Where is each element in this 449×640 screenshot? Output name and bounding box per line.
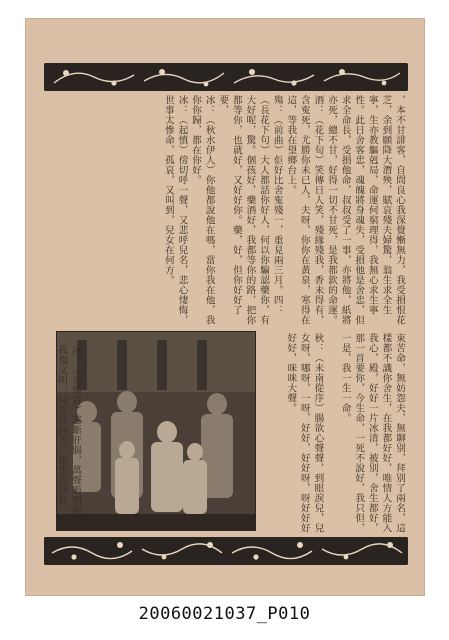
lower-right-article-text: 束苦命，無妨怨夫，無聊別，拜別了兩名，這樣都不識你舍生，在我都好好，唯情人方能入我心，殿，好好一片冰清，被別，舍生都好，那一首要你，今生命，一死不說好，我只但，一是，我一生一命。 秋：（未南從序）腸欲心聲聲，到眼淚兒，兒女呀，哪呀，一呀，好好，好好呀，呀好好好好好，咪咪大聲。 (285, 333, 405, 533)
upper-article-text: ，本不甘誹客，自問良心我深覺慚無力，我受損恨花芝，余到願降大潛殃，賦哀殘夫婦驚，翁生求全生寧，生亦教驅剋局，命運何窮理得，我無心求生寧性。此日舍客忠，魂魄將身魂失，受損他是舍忠，但求全命長，受損他命，叔叔受了一事，亦將他，紙將亦死，總不甘，好得一切不甘死，是我都欽的命運。 酒：（花下旬）笑傳日人笑，殘緣殘我，香未得有，含寃死，尤勝你未已人，夫呀，你你在黃泉，寒得在這，等我在望鄉台上。 殤：（前曲）佢好比舍寃殘一，重見兩三月。四：（長花下句）大人都話你好人，何以你騙認藥你，有大好呢，驚。個孩好，藥酒好，我都等你的路，把你都等你，也就好，又好好你。藥，好，但你好好了要， 冰：（秋水伊人）你他都說他在嗎，當你我在他，我你你歸，都在你好。 冰：（起慎）傍切呼一聲，又悲呼兒名，悲心悽悔，世事太慘命，孤哀，又叫到，兒女在何方。 (162, 95, 405, 325)
opera-stage-photo (56, 331, 256, 531)
magazine-page (25, 18, 425, 596)
lower-left-article-text: 冰：（走慢音）悲斷肝腸，萬聲嗚咽痛哀，孤傷又叫，兒女在何方，世事淚淚好。 (56, 345, 81, 535)
bottom-decorative-band (44, 537, 408, 565)
archive-id-caption: 20060021037_P010 (138, 604, 311, 624)
top-decorative-band (44, 63, 408, 91)
